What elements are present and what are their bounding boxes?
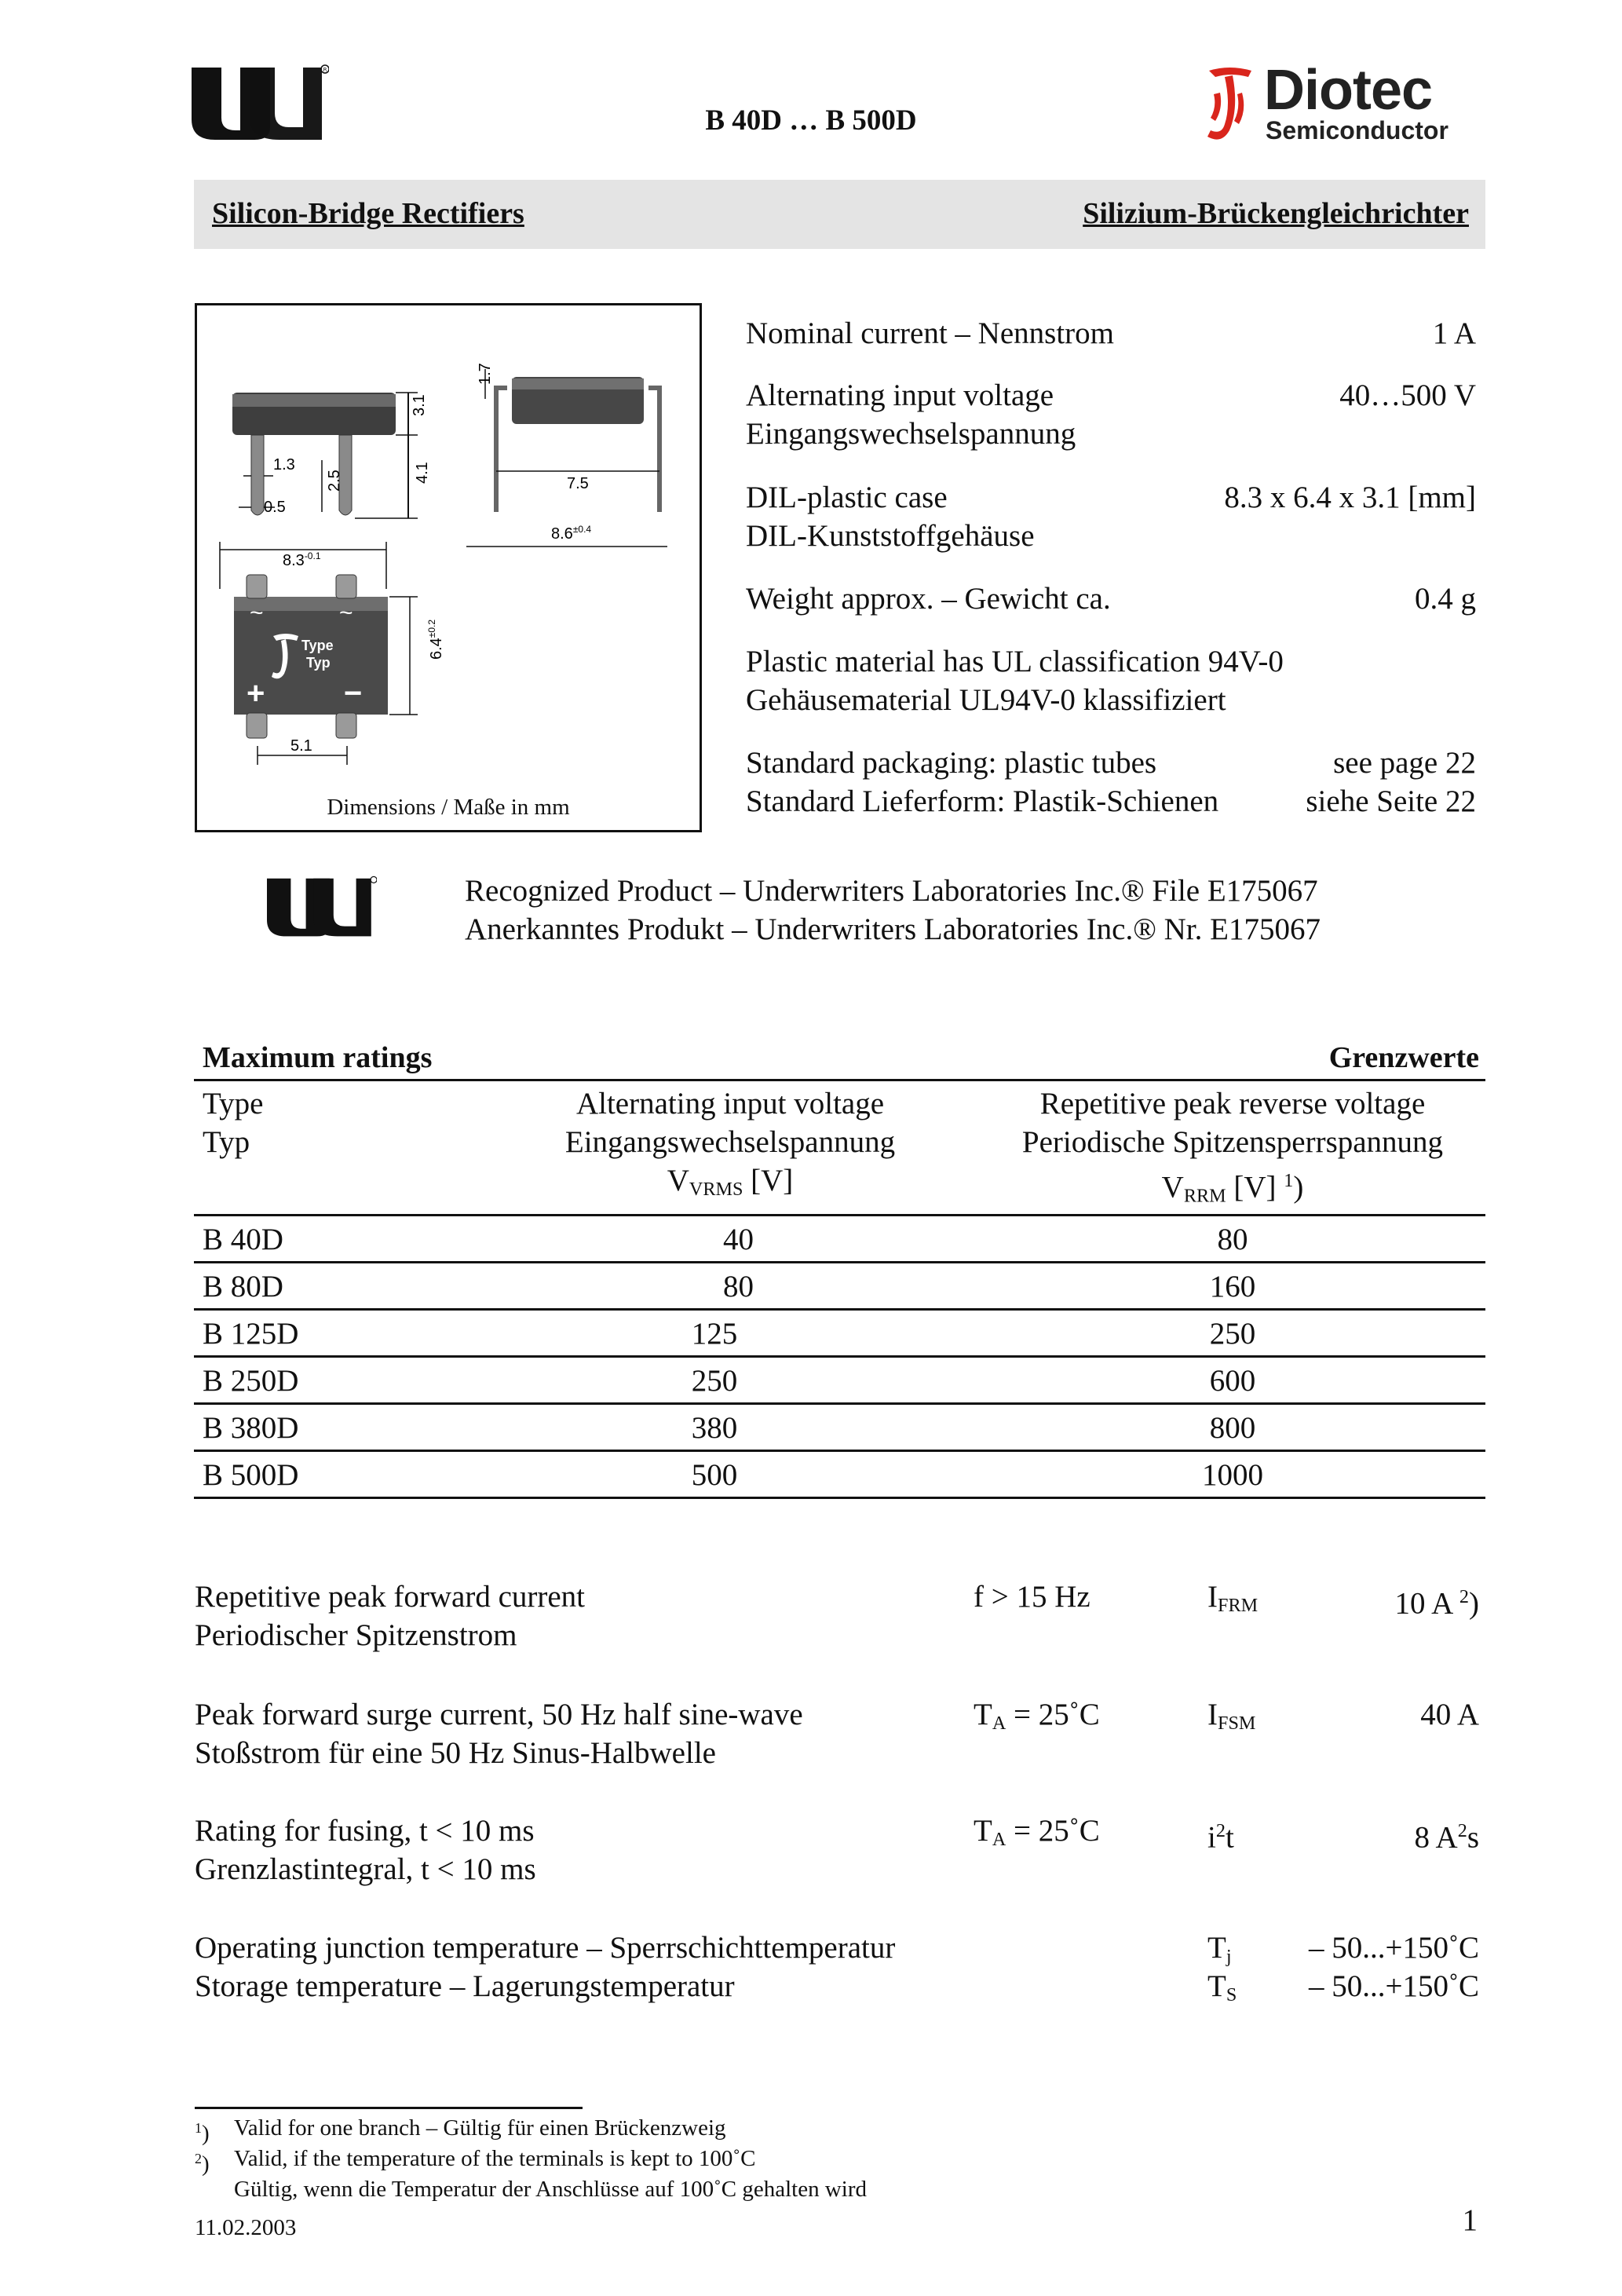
dim-lead-pitch-side: 2.5 xyxy=(326,470,343,492)
spec-material-en: Plastic material has UL classification 94V-0 xyxy=(746,645,1284,678)
col-vrrm-en: Repetitive peak reverse voltage xyxy=(1039,1087,1426,1121)
row-rule xyxy=(194,1355,1485,1358)
row-rule xyxy=(194,1308,1485,1311)
chip-type-de: Typ xyxy=(306,655,331,671)
spec-input-voltage-value: 40…500 V xyxy=(1339,378,1476,412)
dim-lead-length: 4.1 xyxy=(414,462,431,484)
param-i2t-de: Grenzlastintegral, t < 10 ms xyxy=(195,1852,536,1886)
side-view-left xyxy=(232,393,431,518)
table-top-rule xyxy=(194,1079,1485,1081)
diotec-logo xyxy=(1201,61,1492,148)
table-row-type: B 80D xyxy=(203,1270,283,1303)
table-row-vrrm: 600 xyxy=(1209,1364,1256,1398)
param-i2t-condition: $T_A$ = 25˚C xyxy=(974,1814,1100,1851)
chip-minus: − xyxy=(344,676,363,711)
ul-recognized-en: Recognized Product – Underwriters Laboratories Inc.® File E175067 xyxy=(465,874,1318,908)
header-rule xyxy=(194,1214,1485,1216)
spec-nominal-current-label: Nominal current – Nennstrom xyxy=(746,316,1114,350)
ul-recognized-icon xyxy=(267,875,377,938)
category-title-de: Silizium-Brückengleichrichter xyxy=(1083,197,1469,230)
spec-input-voltage-label-en: Alternating input voltage xyxy=(746,378,1054,412)
param-ifsm-en: Peak forward surge current, 50 Hz half sine-wave xyxy=(195,1698,803,1731)
dim-height-body: 3.1 xyxy=(411,394,428,416)
table-row-vrms: 500 xyxy=(691,1458,738,1492)
param-i2t-value: 8 $A^2s$ xyxy=(1414,1820,1479,1855)
spec-weight-label: Weight approx. – Gewicht ca. xyxy=(746,582,1111,616)
dim-lead-width: 1.3 xyxy=(273,456,295,473)
row-rule xyxy=(194,1402,1485,1405)
page-title: B 40D … B 500D xyxy=(705,104,917,137)
spec-weight-value: 0.4 g xyxy=(1415,582,1476,616)
param-ifrm-value: 10 A $^2$) xyxy=(1394,1586,1479,1621)
param-ts-value: – 50...+150˚C xyxy=(1309,1969,1479,2003)
diagram-caption: Dimensions / Maße in mm xyxy=(327,795,570,820)
dim-standoff: 1.7 xyxy=(477,363,494,385)
brand-subtitle: Semiconductor xyxy=(1266,116,1448,144)
spec-material-de: Gehäusematerial UL94V-0 klassifiziert xyxy=(746,683,1226,717)
chip-ac-left: ~ xyxy=(250,600,264,626)
chip-type-en: Type xyxy=(301,638,334,653)
dim-overall-width: $8.6^{\pm 0.4}$ xyxy=(551,524,592,543)
param-ifsm-symbol: $I_{FSM}$ xyxy=(1207,1698,1256,1735)
table-row-type: B 250D xyxy=(203,1364,299,1398)
chip-plus: + xyxy=(247,676,265,711)
table-row-vrrm: 1000 xyxy=(1202,1458,1263,1492)
footer-date: 11.02.2003 xyxy=(195,2215,297,2240)
col-type-de: Typ xyxy=(203,1125,250,1159)
dim-body-length: $8.3^{-0.1}$ xyxy=(283,550,321,569)
footnote-1-mark: $^1$) xyxy=(195,2120,210,2146)
table-row-vrms: 250 xyxy=(691,1364,738,1398)
table-row-vrrm: 160 xyxy=(1209,1270,1256,1303)
table-row-type: B 125D xyxy=(203,1317,299,1351)
row-rule xyxy=(194,1261,1485,1263)
col-type-en: Type xyxy=(203,1087,264,1121)
col-vrrm-de: Periodische Spitzensperrspannung xyxy=(1021,1125,1444,1159)
table-row-type: B 40D xyxy=(203,1223,283,1256)
dim-lead-thickness: 0.5 xyxy=(264,499,286,516)
param-ifsm-de: Stoßstrom für eine 50 Hz Sinus-Halbwelle xyxy=(195,1736,716,1770)
param-ifrm-de: Periodischer Spitzenstrom xyxy=(195,1618,517,1652)
spec-packaging-en: Standard packaging: plastic tubes xyxy=(746,746,1157,780)
table-row-vrrm: 80 xyxy=(1217,1223,1248,1256)
table-row-type: B 380D xyxy=(203,1411,299,1445)
spec-packaging-de: Standard Lieferform: Plastik-Schienen xyxy=(746,784,1219,818)
param-tj-symbol: $T_j$ xyxy=(1207,1931,1232,1968)
table-bottom-rule xyxy=(194,1497,1485,1499)
table-row-type: B 500D xyxy=(203,1458,299,1492)
table-row-vrms: 380 xyxy=(691,1411,738,1445)
table-row-vrrm: 250 xyxy=(1209,1317,1256,1351)
dim-lead-span: 7.5 xyxy=(567,475,589,492)
param-ifrm-en: Repetitive peak forward current xyxy=(195,1580,586,1614)
ratings-title-de: Grenzwerte xyxy=(1328,1041,1479,1074)
param-ifrm-symbol: $I_{FRM}$ xyxy=(1207,1580,1259,1617)
page-number: 1 xyxy=(1462,2203,1478,2237)
top-view xyxy=(220,542,445,765)
param-ts-symbol: $T_S$ xyxy=(1207,1969,1237,2006)
param-tj-value: – 50...+150˚C xyxy=(1309,1931,1479,1965)
brand-name: Diotec xyxy=(1264,59,1433,122)
table-row-vrms: 125 xyxy=(691,1317,738,1351)
footnote-1-text: Valid for one branch – Gültig für einen Brückenzweig xyxy=(234,2115,726,2141)
side-view-right xyxy=(466,363,667,547)
table-row-vrrm: 800 xyxy=(1209,1411,1256,1445)
spec-packaging-en-value: see page 22 xyxy=(1333,746,1476,780)
spec-packaging-de-value: siehe Seite 22 xyxy=(1306,784,1476,818)
param-ifsm-condition: $T_A$ = 25˚C xyxy=(974,1698,1100,1735)
col-vrms-de: Eingangswechselspannung xyxy=(564,1125,896,1159)
param-i2t-symbol: $i^2t$ xyxy=(1207,1820,1234,1855)
row-rule xyxy=(194,1450,1485,1452)
footnote-2-text-de: Gültig, wenn die Temperatur der Anschlüsse auf 100˚C gehalten wird xyxy=(234,2177,868,2202)
spec-nominal-current-value: 1 A xyxy=(1432,316,1476,350)
spec-case-value: 8.3 x 6.4 x 3.1 [mm] xyxy=(1224,481,1476,514)
col-vrms-en: Alternating input voltage xyxy=(575,1087,885,1121)
chip-ac-right: ~ xyxy=(339,600,353,626)
col-vrrm-symbol: $V_{RRM}$ [V] $^1$) xyxy=(1161,1170,1304,1207)
param-i2t-en: Rating for fusing, t < 10 ms xyxy=(195,1814,535,1848)
param-ts-label: Storage temperature – Lagerungstemperatur xyxy=(195,1969,735,2003)
param-tj-label: Operating junction temperature – Sperrschichttemperatur xyxy=(195,1931,896,1965)
dimension-drawing xyxy=(198,306,699,793)
footnote-2-text-en: Valid, if the temperature of the terminals is kept to 100˚C xyxy=(234,2146,756,2171)
svg-text:R: R xyxy=(323,67,327,73)
table-row-vrms: 80 xyxy=(723,1270,754,1303)
spec-case-label-de: DIL-Kunststoffgehäuse xyxy=(746,519,1035,553)
spec-input-voltage-label-de: Eingangswechselspannung xyxy=(746,417,1076,451)
footnote-2-mark: $^2$) xyxy=(195,2151,210,2177)
spec-case-label-en: DIL-plastic case xyxy=(746,481,948,514)
table-row-vrms: 40 xyxy=(723,1223,754,1256)
dim-body-width: $6.4^{\pm 0.2}$ xyxy=(426,619,445,660)
param-ifsm-value: 40 A xyxy=(1420,1698,1479,1731)
ul-recognized-de: Anerkanntes Produkt – Underwriters Laboratories Inc.® Nr. E175067 xyxy=(465,912,1321,946)
dim-lead-pitch-top: 5.1 xyxy=(290,737,312,755)
col-vrms-symbol: $V_{VRMS}$ [V] xyxy=(667,1164,794,1201)
category-title-en: Silicon-Bridge Rectifiers xyxy=(212,197,524,230)
ratings-title-en: Maximum ratings xyxy=(203,1041,433,1074)
footnote-rule xyxy=(195,2107,583,2109)
param-ifrm-condition: f > 15 Hz xyxy=(974,1580,1090,1614)
diotec-mark-icon xyxy=(1201,61,1258,148)
